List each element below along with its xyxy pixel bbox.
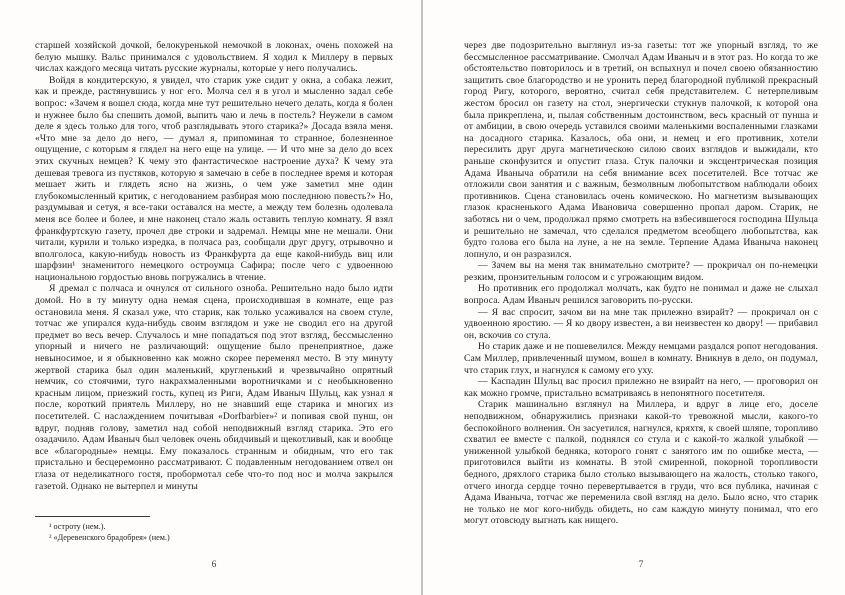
paragraph: — Зачем вы на меня так внимательно смотрите? — прокричал он по-немецки резким, пронзительным голосом и с угрожающим видом. (464, 260, 818, 283)
paragraph: — Каспадин Шульц вас просил прилежно не взирайт на него, — проговорил он как можно громче, пристально всматриваясь в непонятного посетителя. (464, 376, 818, 399)
paragraph: Но старик даже и не пошевелился. Между немцами раздался ропот негодования. Сам Миллер, привлеченный шумом, вошел в комнату. Вникнув в дело, он подумал, что старик глух, и нагнулся к самому его уху. (464, 341, 818, 376)
paragraph: Я дремал с полчаса и очнулся от сильного озноба. Решительно надо было идти домой. Но в ту минуту одна немая сцена, происходившая в комнате, еще раз остановила меня. Я сказал уже, что старик, как только усаживался на своем стуле, тотчас же упирался куда-нибудь своим взглядом и уже не сводил его на другой предмет во весь вечер. Случалось и мне попадаться под этот взгляд, бессмысленно упорный и ничего не различающий: ощущение было пренеприятное, даже невыносимое, и я обыкновенно как можно скорее переменял место. В эту минуту жертвой старика был один маленький, кругленький и чрезвычайно опрятный немчик, со стоячими, туго накрахмаленными воротничками и с необыкновенно красным лицом, приезжий гость, купец из Риги, Адам Иваныч Шульц, как узнал я после, короткий приятель Миллеру, но не знавший еще старика и многих из посетителей. С наслаждением почитывая «Dorfbarbier»² и попивая свой пунш, он вдруг, подняв голову, заметил над собой неподвижный взгляд старика. Это его озадачило. Адам Иваныч был человек очень обидчивый и щекотливый, как и вообще все «благородные» немцы. Ему показалось странным и обидным, что его так пристально и бесцеремонно рассматривают. С подавленным негодованием отвел он глаза от неделикатного гостя, пробормотал себе что-то под нос и молча закрылся газетой. Однако не вытерпел и минуты (35, 283, 393, 492)
footnote: ¹ остроту (нем.). (49, 522, 106, 531)
page-gutter-divider (421, 0, 423, 595)
page-number: 6 (211, 560, 217, 570)
paragraph: — Я вас спросит, зачом ви на мне так прилежно взирайт? — прокричал он с удвоенною яростию. — Я ко двору известен, а ви неизвестен ко двору! — прибавил он, вскочив со стула. (464, 306, 818, 341)
paragraph: Войдя в кондитерскую, я увидел, что старик уже сидит у окна, а собака лежит, как и прежде, растянувшись у ног его. Молча сел я в угол и мысленно задал себе вопрос: «Зачем я вошел сюда, когда мне тут решительно нечего делать, когда я болен и нужнее было бы спешить домой, выпить чаю и лечь в постель? Неужели в самом деле я здесь только для того, чтоб разглядывать этого старика?» Досада взяла меня. «Что мне за дело до него, — думал я, припоминая то странное, болезненное ощущение, с которым я глядел на него еще на улице. — И что мне за дело до всех этих скучных немцев? К чему это фантастическое настроение духа? К чему эта дешевая тревога из пустяков, которую я замечаю в себе в последнее время и которая мешает жить и глядеть ясно на жизнь, о чем уже заметил мне один глубокомысленный критик, с негодованием разбирая мою последнюю повесть?» Но, раздумывая и сетуя, я все-таки оставался на месте, а между тем болезнь одолевала меня все более и более, и мне наконец стало жаль оставить теплую комнату. Я взял франкфуртскую газету, прочел две строки и задремал. Немцы мне не мешали. Они читали, курили и только изредка, в полчаса раз, сообщали друг другу, отрывочно и вполголоса, какую-нибудь новость из Франкфурта да еще какой-нибудь виц или шарфзин¹ знаменитого немецкого остроумца Сафира; после чего с удвоенною национальною гордостью вновь погружались в чтение. (35, 74, 393, 283)
paragraph: старшей хозяйской дочкой, белокуренькой немочкой в локонах, очень похожей на белую мышку. Вальс принимался с удовольствием. Я ходил к Миллеру в первых числах каждого месяца читать русские журналы, которые у него получались. (35, 40, 393, 75)
paragraph: Но противник его продолжал молчать, как будто не понимал и даже не слыхал вопроса. Адам Иваныч решился заговорить по-русски. (464, 283, 818, 307)
footnote-rule (35, 516, 150, 517)
left-page-text-block (35, 40, 393, 492)
right-page-text-block (464, 40, 818, 527)
footnote: ² «Деревенского брадобрея» (нем.) (49, 533, 170, 542)
footnotes-block (35, 516, 393, 543)
paragraph: Старик машинально взглянул на Миллера, и вдруг в лице его, доселе неподвижном, обнаружились признаки какой-то тревожной мысли, какого-то беспокойного волнения. Он засуетился, нагнулся, кряхтя, к своей шляпе, торопливо схватил ее вместе с палкой, поднялся со стула и с какой-то жалкой улыбкой — униженной улыбкой бедняка, которого гонят с занятого им по ошибке места, — приготовился выйти из комнаты. В этой смиренной, покорной торопливости бедного, дряхлого старика было столько вызывающего на жалость, столько такого, отчего иногда сердце точно перевертывается в груди, что вся публика, начиная с Адама Иваныча, тотчас же переменила свой взгляд на дело. Было ясно, что старик не только не мог кого-нибудь обидеть, но сам каждую минуту понимал, что его могут отовсюду выгнать как нищего. (464, 399, 818, 527)
paragraph: через две подозрительно выглянул из-за газеты: тот же упорный взгляд, то же бессмысленное рассматривание. Смолчал Адам Иваныч и в этот раз. Но когда то же обстоятельство повторилось и в третий, он вспыхнул и почел своею обязанностию защитить свое благородство и не уронить перед благородной публикой прекрасный город Ригу, которого, вероятно, считал себя представителем. С нетерпеливым жестом бросил он газету на стол, энергически стукнув палочкой, к которой она была прикреплена, и, пылая собственным достоинством, весь красный от пунша и от амбиции, в свою очередь уставился своими маленькими воспаленными глазками на досадного старика. Казалось, оба они, и немец и его противник, хотели пересилить друг друга магнетическою силою своих взглядов и выжидали, кто раньше сконфузится и опустит глаза. Стук палочки и эксцентрическая позиция Адама Иваныча обратили на себя внимание всех посетителей. Все тотчас же отложили свои занятия и с важным, безмолвным любопытством наблюдали обоих противников. Сцена становилась очень комическою. Но магнетизм вызывающих глазок красненького Адама Ивановича совершенно пропал даром. Старик, не заботясь ни о чем, продолжал прямо смотреть на взбесившегося господина Шульца и решительно не замечал, что сделался предметом всеобщего любопытства, как будто голова его была на луне, а не на земле. Терпение Адама Иваныча наконец лопнуло, и он разразился. (464, 40, 818, 260)
page-number: 7 (638, 560, 644, 570)
